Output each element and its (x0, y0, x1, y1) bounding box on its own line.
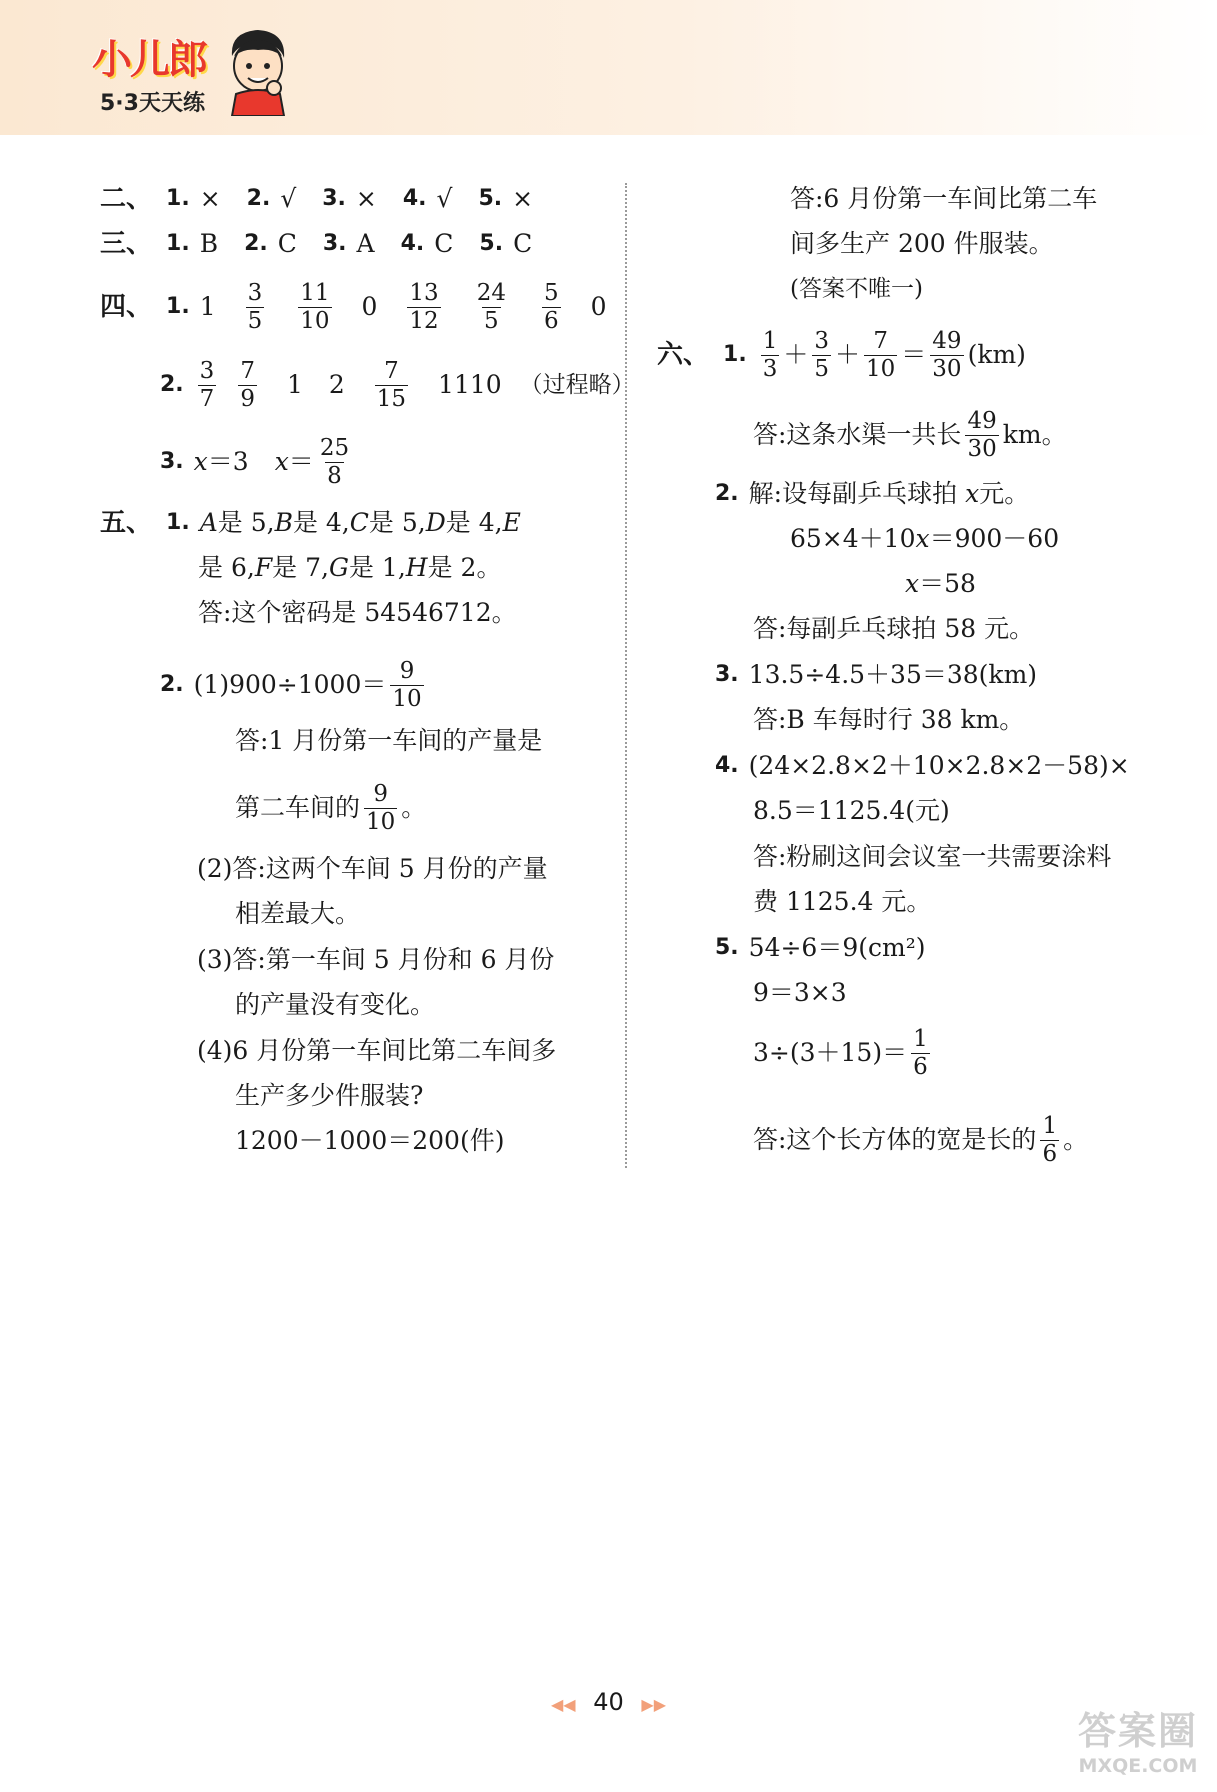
watermark-url: MXQE.COM (1078, 1755, 1198, 1777)
section-5-q2-a1b: 第二车间的 $\frac{9}{10}$ 。 (235, 780, 427, 835)
item-number: 5. (715, 935, 739, 960)
item-answer: B (199, 229, 219, 258)
item-answer: × (512, 184, 534, 213)
section-6-q4-line2: 8.5＝1125.4(元) (753, 796, 950, 825)
item-number: 1. (166, 186, 190, 211)
section-2-line (100, 183, 533, 215)
section-6-q5-line3: 3÷(3＋15)＝ $\frac{1}{6}$ (753, 1025, 928, 1080)
section-4-q1-line (100, 277, 607, 337)
section-4-q3-line (160, 432, 355, 492)
series-title: 5·3天天练 (100, 91, 205, 116)
fraction: $\frac{7}{15}$ (376, 357, 407, 412)
section-5-q2-p3a: (3)答:第一车间 5 月份和 6 月份 (197, 945, 555, 974)
item-answer: × (355, 184, 377, 213)
item-number: 4. (715, 753, 739, 778)
item-number: 3. (322, 231, 347, 256)
fraction: $\frac{3}{5}$ (814, 327, 829, 382)
item-number: 4. (400, 231, 425, 256)
section-5-q1-answer: 答:这个密码是 54546712。 (198, 598, 517, 627)
fraction: $\frac{11}{10}$ (300, 279, 330, 334)
fraction: $\frac{49}{30}$ (967, 407, 997, 462)
item-number: 2. (246, 186, 271, 211)
answer-not-unique-note: (答案不唯一) (790, 276, 923, 302)
section-5-q1-line1: 五、 1. A 是 5, B 是 4, C 是 5, D 是 4, E (100, 508, 521, 538)
section-6-q5-line1: 5. 54÷6＝9(cm²) (715, 933, 926, 962)
item-number: 5. (478, 186, 503, 211)
section-5-q2-p2a: (2)答:这两个车间 5 月份的产量 (197, 854, 548, 883)
continuation-answer-line2: 间多生产 200 件服装。 (790, 229, 1054, 258)
watermark (1068, 1700, 1208, 1785)
section-5-q2-p4b: 生产多少件服装? (235, 1081, 424, 1110)
section-label: 二、 (100, 184, 153, 214)
section-6-q3-answer: 答:B 车每时行 38 km。 (753, 705, 1025, 734)
continuation-answer-line1: 答:6 月份第一车间比第二车 (790, 184, 1098, 213)
item-number: 2. (160, 372, 184, 397)
section-label: 五、 (100, 508, 153, 538)
fraction: $\frac{3}{5}$ (247, 279, 263, 334)
item-number: 2. (160, 672, 184, 697)
section-5-q2-p1: 2. (1)900÷1000＝ $\frac{9}{10}$ (160, 657, 422, 712)
section-5-q2-p4c: 1200－1000＝200(件) (235, 1126, 505, 1155)
item-number: 5. (479, 231, 504, 256)
fraction: $\frac{7}{10}$ (866, 327, 896, 382)
section-5-q2-p2b: 相差最大。 (235, 899, 361, 928)
section-6-q4-line3: 答:粉刷这间会议室一共需要涂料 (753, 842, 1112, 871)
fraction: $\frac{1}{6}$ (1042, 1112, 1058, 1167)
item-number: 2. (715, 481, 739, 506)
fraction: $\frac{9}{10}$ (366, 780, 396, 835)
brand-title: 小儿郎 (92, 37, 206, 83)
section-5-q2-a1: 答:1 月份第一车间的产量是 (235, 726, 543, 755)
fraction: $\frac{7}{9}$ (240, 357, 255, 412)
answer-value: 1110 (438, 370, 502, 399)
item-answer: A (356, 229, 375, 258)
process-omitted-note: （过程略） (519, 372, 635, 398)
section-5-q2-p3b: 的产量没有变化。 (235, 990, 436, 1019)
item-number: 1. (166, 294, 190, 319)
answer-value: 1 (199, 292, 216, 321)
section-6-q5-line2: 9＝3×3 (753, 978, 847, 1007)
item-answer: √ (436, 184, 453, 213)
section-3-line (100, 228, 532, 260)
column-divider (625, 183, 627, 1168)
boy-mascot-icon (222, 26, 294, 116)
brand-logo (92, 28, 292, 128)
fraction: $\frac{25}{8}$ (319, 434, 350, 489)
item-answer: × (199, 184, 221, 213)
item-answer: C (513, 229, 533, 258)
page-number-bar (0, 1688, 1217, 1716)
item-number: 3. (160, 449, 184, 474)
variable: x (193, 447, 208, 476)
section-label: 六、 (657, 340, 710, 370)
equation: ＝ (288, 447, 314, 476)
section-6-q4-line1: 4. (24×2.8×2＋10×2.8×2－58)× (715, 751, 1130, 780)
section-label: 三、 (100, 229, 153, 259)
section-5-q1-line2: 是 6, F 是 7, G 是 1, H 是 2。 (198, 553, 502, 582)
fraction: $\frac{49}{30}$ (932, 327, 962, 382)
section-label: 四、 (100, 292, 153, 322)
answer-value: 0 (590, 292, 607, 321)
section-6-q2-answer: 答:每副乒乓球拍 58 元。 (753, 614, 1035, 643)
item-number: 1. (166, 231, 190, 256)
answer-value: 2 (328, 370, 345, 399)
section-6-q1-answer: 答:这条水渠一共长 $\frac{49}{30}$ km。 (753, 407, 1067, 462)
item-number: 3. (715, 662, 739, 687)
item-number: 1. (166, 510, 190, 535)
item-number: 2. (244, 231, 268, 256)
item-answer: C (277, 229, 297, 258)
answer-value: 1 (286, 370, 303, 399)
section-6-q5-answer: 答:这个长方体的宽是长的 $\frac{1}{6}$ 。 (753, 1112, 1089, 1167)
section-5-q2-p4a: (4)6 月份第一车间比第二车间多 (197, 1036, 557, 1065)
watermark-title: 答案圈 (1077, 1709, 1198, 1753)
fraction: $\frac{5}{6}$ (543, 279, 559, 334)
next-arrow-icon: ▶▶ (641, 1695, 667, 1714)
prev-arrow-icon: ◀◀ (550, 1695, 576, 1714)
section-6-q2-line1: 2. 解:设每副乒乓球拍 x 元。 (715, 479, 1030, 508)
section-6-q3-line1: 3. 13.5÷4.5＋35＝38(km) (715, 660, 1038, 689)
section-6-q1-line: 六、 1. $\frac{1}{3}$ ＋ $\frac{3}{5}$ ＋ $\frac{7}{10}$ ＝ $\frac{49}{30}$ (km) (657, 327, 1026, 382)
page-number: 40 (593, 1688, 624, 1716)
item-answer: √ (280, 184, 297, 213)
item-number: 3. (322, 186, 346, 211)
fraction: $\frac{3}{7}$ (199, 357, 215, 412)
section-4-q2-line (160, 355, 635, 415)
variable: x (274, 447, 289, 476)
item-answer: C (434, 229, 454, 258)
item-number: 4. (402, 186, 427, 211)
fraction: $\frac{9}{10}$ (392, 657, 422, 712)
item-number: 1. (723, 342, 747, 367)
section-6-q2-line2: 65×4＋10 x ＝900－60 (790, 524, 1060, 553)
fraction: $\frac{24}{5}$ (476, 279, 506, 334)
equation: ＝3 (207, 447, 249, 476)
fraction: $\frac{1}{6}$ (913, 1025, 928, 1080)
fraction: $\frac{13}{12}$ (409, 279, 439, 334)
answer-value: 0 (361, 292, 378, 321)
section-6-q2-line3: x ＝58 (905, 569, 976, 598)
fraction: $\frac{1}{3}$ (762, 327, 778, 382)
section-6-q4-line4: 费 1125.4 元。 (753, 887, 932, 916)
